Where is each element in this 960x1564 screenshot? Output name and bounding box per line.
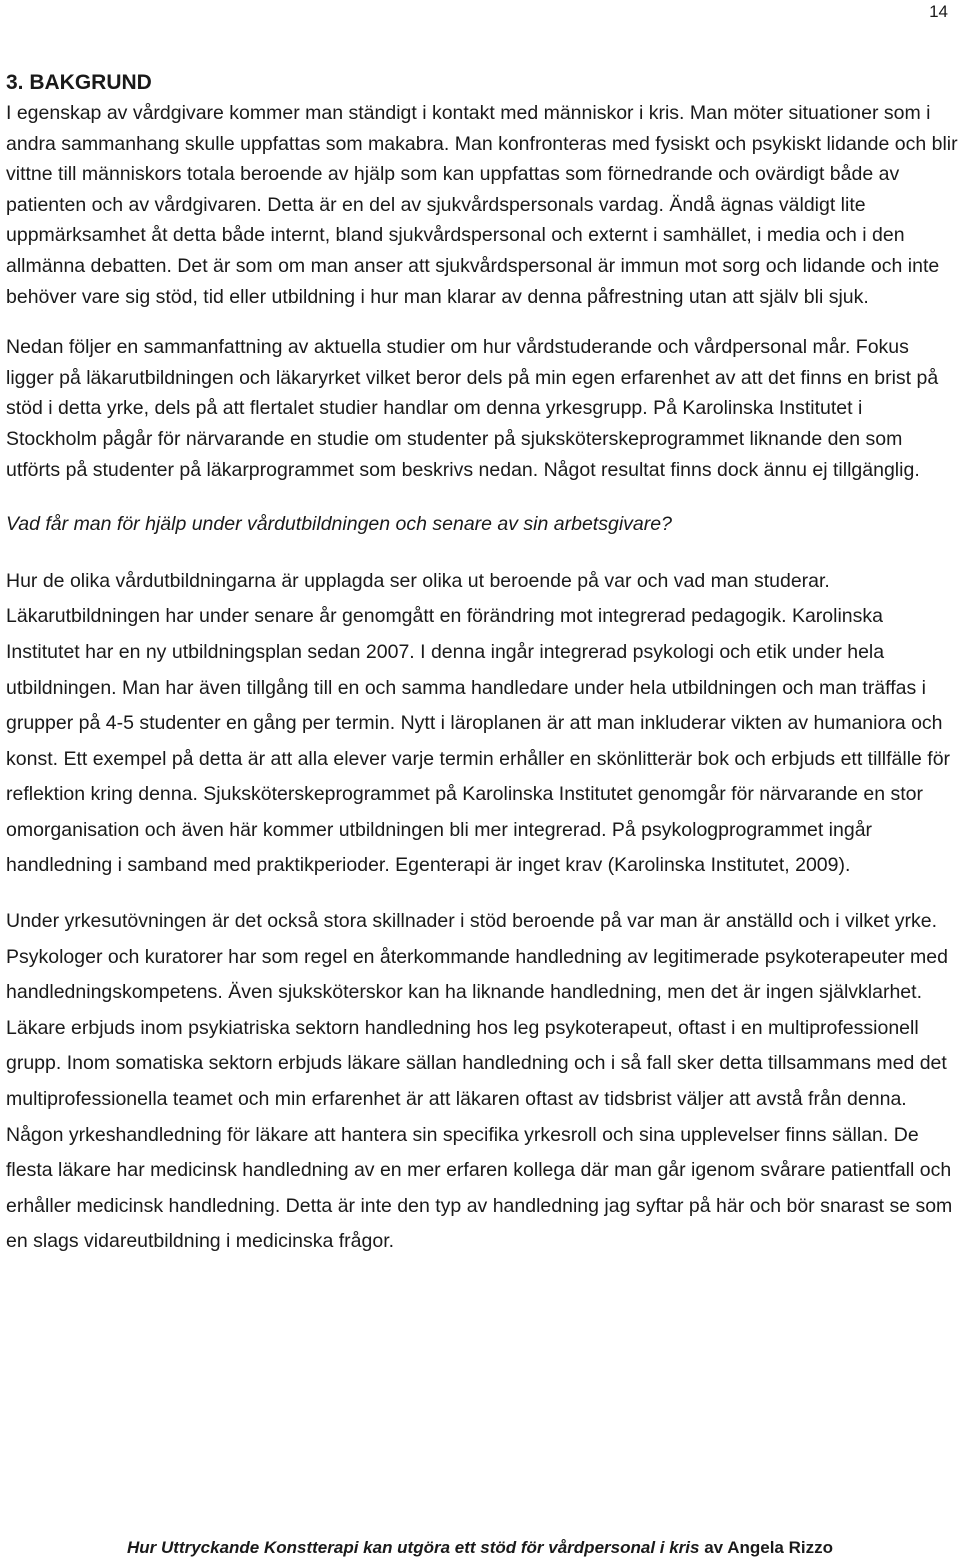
- paragraph-summary: Nedan följer en sammanfattning av aktuella studier om hur vårdstuderande och vårdpersonal mår. Fokus ligger på läkarutbildningen och läkaryrket vilket beror dels på min egen erfarenhet av att det finns en brist på stöd i detta yrke, dels på att flertalet studier handlar om denna yrkesgrupp. På Karolinska Institutet i Stockholm pågår för närvarande en studie om studenter på sjuksköterskeprogrammet liknande den som utförts på studenter på läkarprogrammet som beskrivs nedan. Något resultat finns dock ännu ej tillgänglig.: [6, 336, 939, 481]
- page-number: 14: [929, 2, 948, 21]
- page-footer: [0, 1538, 960, 1558]
- document-body: [6, 68, 958, 1260]
- subheading-question: Vad får man för hjälp under vårdutbildningen och senare av sin arbetsgivare?: [6, 513, 672, 536]
- paragraph-workplace: Under yrkesutövningen är det också stora skillnader i stöd beroende på var man är anställd och i vilket yrke. Psykologer och kuratorer har som regel en återkommande handledning av legitimerade psykoterapeuter med handledningskompetens. Även sjuksköterskor kan ha liknande handledning, men det är ingen självklarhet. Läkare erbjuds inom psykiatriska sektorn handledning hos leg psykoterapeut, oftast i en multiprofessionell grupp. Inom somatiska sektorn erbjuds läkare sällan handledning och i så fall sker detta tillsammans med det multiprofessionella teamet och min erfarenhet är att läkaren oftast av tidsbrist väljer att avstå från denna. Någon yrkeshandledning för läkare att hantera sin specifika yrkesroll och sina upplevelser finns sällan. De flesta läkare har medicinsk handledning av en mer erfaren kollega där man går igenom svårare patientfall och erhåller medicinsk handledning. Detta är inte den typ av handledning jag syftar på här och bör snarast se som en slags vidareutbildning i medicinska frågor.: [6, 910, 953, 1253]
- paragraph-intro: I egenskap av vårdgivare kommer man ständigt i kontakt med människor i kris. Man möter situationer som i andra sammanhang skulle uppfattas som makabra. Man konfronteras med fysiskt och psykiskt lidande och blir vittne till människors totala beroende av hjälp som kan uppfattas som förnedrande och ovärdigt både av patienten och av vårdgivaren. Detta är en del av sjukvårdspersonals vardag. Ändå ägnas väldigt lite uppmärksamhet åt detta både internt, bland sjukvårdspersonal och externt i samhället, i media och i den allmänna debatten. Det är som om man anser att sjukvårdspersonal är immun mot sorg och lidande och inte behöver vare sig stöd, tid eller utbildning i hur man klarar av denna påfrestning utan att själv bli sjuk.: [6, 102, 958, 308]
- paragraph-education: Hur de olika vårdutbildningarna är upplagda ser olika ut beroende på var och vad man studerar. Läkarutbildningen har under senare år genomgått en förändring mot integrerad pedagogik. Karolinska Institutet har en ny utbildningsplan sedan 2007. I denna ingår integrerad psykologi och etik under hela utbildningen. Man har även tillgång till en och samma handledare under hela utbildningen och man träffas i grupper på 4-5 studenter en gång per termin. Nytt i läroplanen är att man inkluderar vikten av humaniora och konst. Ett exempel på detta är att alla elever varje termin erhåller en skönlitterär bok och erbjuds ett tillfälle för reflektion kring denna. Sjuksköterskeprogrammet på Karolinska Institutet genomgår för närvarande en stor omorganisation och även här kommer utbildningen bli mer integrerad. På psykologprogrammet ingår handledning i samband med praktikperioder. Egenterapi är inget krav (Karolinska Institutet, 2009).: [6, 569, 951, 877]
- section-heading: 3. BAKGRUND: [6, 71, 152, 94]
- footer-author: av Angela Rizzo: [699, 1538, 833, 1557]
- footer-title: Hur Uttryckande Konstterapi kan utgöra ett stöd för vårdpersonal i kris: [127, 1538, 700, 1557]
